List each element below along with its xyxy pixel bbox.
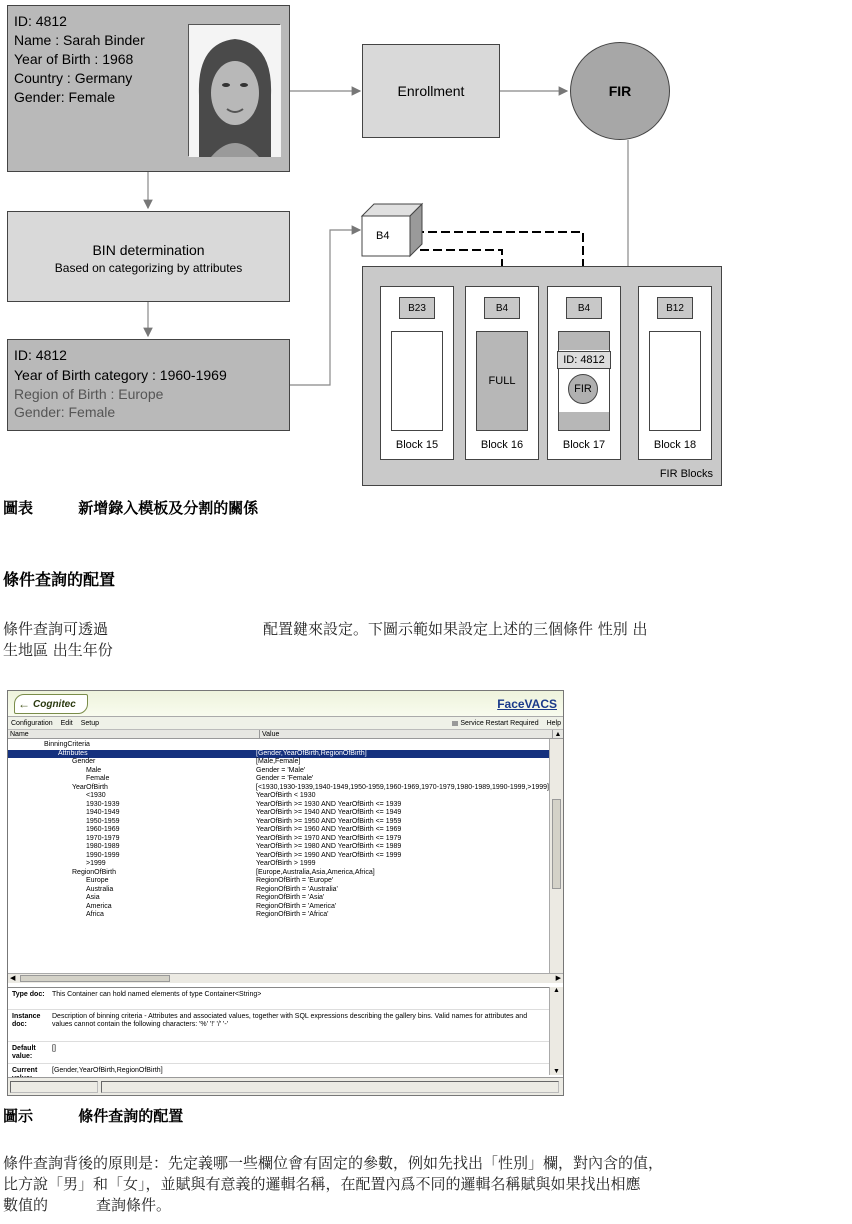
tree-node-value: YearOfBirth >= 1990 AND YearOfBirth <= 1999 bbox=[256, 851, 402, 859]
tree-node-value: RegionOfBirth = 'America' bbox=[256, 902, 337, 910]
tree-node-value: YearOfBirth >= 1980 AND YearOfBirth <= 1989 bbox=[256, 843, 402, 850]
menu-bar bbox=[8, 717, 563, 730]
figure-caption-2 bbox=[3, 1105, 183, 1126]
tree-node-value: RegionOfBirth = 'Europe' bbox=[256, 877, 334, 884]
tree-node-name bbox=[8, 775, 256, 784]
tree-node-label: 1930-1939 bbox=[86, 800, 120, 808]
tree-node-name bbox=[8, 843, 256, 852]
tree-row[interactable] bbox=[8, 826, 549, 835]
tree-node-name bbox=[8, 758, 256, 767]
tree-node-label: America bbox=[86, 902, 112, 910]
tree-node-label: 1960-1969 bbox=[86, 826, 120, 833]
tree-row[interactable] bbox=[8, 886, 549, 895]
para2-line1: 條件查詢背後的原則是：先定義哪一些欄位會有固定的參數，例如先找出「性別」欄，對內含的值， bbox=[3, 1154, 664, 1172]
tree-row[interactable] bbox=[8, 835, 549, 844]
doc-label: Type doc: bbox=[12, 991, 45, 998]
section-heading: 條件查詢的配置 bbox=[3, 570, 116, 589]
tree-row[interactable] bbox=[8, 818, 549, 827]
tree-node-name bbox=[8, 869, 256, 878]
tree-node-name bbox=[8, 886, 256, 895]
para1-line1b: 配置鍵來設定。下圖示範如果設定上述的三個條件 性別 出 bbox=[263, 620, 648, 638]
caption-text: 新增錄入模板及分割的關係 bbox=[78, 499, 259, 517]
tree-node-value bbox=[256, 741, 549, 750]
fir-mini-label: FIR bbox=[574, 383, 592, 395]
menu-configuration[interactable]: Configuration bbox=[11, 719, 53, 727]
tree-node-label: Asia bbox=[86, 894, 100, 901]
status-pane-1 bbox=[10, 1081, 98, 1093]
app-window bbox=[7, 690, 564, 1096]
tree-node-value: YearOfBirth < 1930 bbox=[256, 792, 316, 799]
tree-node-label: >1999 bbox=[86, 860, 106, 867]
caption-prefix: 圖示 bbox=[3, 1107, 34, 1125]
status-bar bbox=[8, 1077, 563, 1095]
block-entry-id: ID: 4812 bbox=[557, 351, 611, 369]
tree-node-name bbox=[8, 911, 256, 920]
bin-subtitle: Based on categorizing by attributes bbox=[54, 261, 243, 275]
doc-panel bbox=[8, 987, 549, 1075]
tree-node-value: Gender = 'Male' bbox=[256, 766, 306, 774]
scroll-left-arrow-icon[interactable]: ◀ bbox=[10, 975, 16, 982]
para1-line2: 生地區 出生年份 bbox=[3, 641, 113, 659]
tree-node-label: Gender bbox=[72, 758, 96, 765]
fir-label: FIR bbox=[608, 83, 632, 99]
brand-name: Cognitec bbox=[33, 699, 76, 710]
tree-node-label: 1940-1949 bbox=[86, 809, 120, 816]
person-name: Name : Sarah Binder bbox=[14, 32, 145, 48]
tree-node-name bbox=[8, 818, 256, 827]
block-16 bbox=[465, 286, 539, 460]
block-label: Block 18 bbox=[653, 439, 697, 451]
tree-node-name bbox=[8, 801, 256, 810]
tree-node-value: YearOfBirth >= 1930 AND YearOfBirth <= 1939 bbox=[256, 800, 402, 808]
enrollment-diagram bbox=[0, 0, 852, 490]
tree-node-name bbox=[8, 741, 256, 750]
service-restart-status: Service Restart Required bbox=[460, 719, 539, 727]
tree-row[interactable] bbox=[8, 869, 549, 878]
person-gender: Gender: Female bbox=[14, 89, 116, 105]
tree-row[interactable] bbox=[8, 843, 549, 852]
doc-label: Instance doc: bbox=[12, 1013, 41, 1028]
tree-row[interactable] bbox=[8, 750, 549, 759]
tree-rows bbox=[8, 741, 549, 920]
para2-line3a: 數值的 bbox=[3, 1196, 49, 1214]
block-label: Block 15 bbox=[395, 439, 439, 451]
block-18 bbox=[638, 286, 712, 460]
doc-rows bbox=[8, 988, 549, 1086]
category-yob: Year of Birth category : 1960-1969 bbox=[14, 367, 227, 383]
status-pane-2 bbox=[101, 1081, 559, 1093]
tree-node-label: BinningCriteria bbox=[44, 741, 90, 748]
status-indicator-icon bbox=[452, 721, 458, 726]
tree-node-value: RegionOfBirth = 'Asia' bbox=[256, 894, 325, 901]
tree-node-label: <1930 bbox=[86, 792, 106, 799]
tree-row[interactable] bbox=[8, 852, 549, 861]
tree-horizontal-scrollbar[interactable] bbox=[8, 973, 563, 983]
column-header bbox=[8, 730, 563, 739]
menu-edit[interactable]: Edit bbox=[60, 719, 73, 727]
doc-row bbox=[8, 988, 549, 1010]
menu-setup[interactable]: Setup bbox=[80, 719, 99, 727]
doc-label: Current bbox=[12, 1067, 38, 1074]
block-slot bbox=[391, 331, 443, 431]
doc-text: [Gender,YearOfBirth,RegionOfBirth] bbox=[52, 1067, 163, 1074]
tree-row[interactable] bbox=[8, 775, 549, 784]
tree-node-name bbox=[8, 767, 256, 776]
tree-node-name bbox=[8, 835, 256, 844]
tree-node-label: 1990-1999 bbox=[86, 851, 120, 859]
tree-node-value: [<1930,1930-1939,1940-1949,1950-1959,1960-1969,1970-1979,1980-1989,1990-1999,>1999] bbox=[255, 783, 549, 791]
person-card bbox=[7, 5, 290, 172]
tree-row[interactable] bbox=[8, 767, 549, 776]
tree-node-value: [Europe,Australia,Asia,America,Africa] bbox=[256, 868, 375, 876]
product-name: FaceVACS bbox=[497, 697, 557, 711]
tree-node-name bbox=[8, 852, 256, 861]
tree-node-value: YearOfBirth >= 1960 AND YearOfBirth <= 1969 bbox=[256, 826, 402, 833]
tree-node-value: [Male,Female] bbox=[256, 758, 301, 765]
tree-node-label: 1970-1979 bbox=[86, 834, 120, 842]
scroll-up-arrow-icon[interactable]: ▲ bbox=[552, 730, 563, 738]
tree-node-name bbox=[8, 894, 256, 903]
menu-help[interactable]: Help bbox=[546, 719, 561, 727]
fir-mini-circle bbox=[568, 374, 598, 404]
tree-node-name bbox=[8, 826, 256, 835]
col-name-header[interactable]: Name bbox=[8, 730, 260, 738]
tree-row[interactable] bbox=[8, 911, 549, 920]
tree-row[interactable] bbox=[8, 758, 549, 767]
block-17 bbox=[547, 286, 621, 460]
paragraph-1 bbox=[3, 619, 843, 661]
tree-node-label: Male bbox=[86, 766, 102, 774]
tree-node-label: Attributes bbox=[58, 749, 88, 757]
tree-node-name bbox=[8, 877, 256, 886]
tree-node-value: YearOfBirth >= 1970 AND YearOfBirth <= 1979 bbox=[256, 834, 402, 842]
category-gender: Gender: Female bbox=[14, 404, 116, 420]
doc-scroll-down-icon[interactable]: ▼ bbox=[553, 1068, 560, 1075]
para2-line3b: 查詢條件。 bbox=[96, 1196, 172, 1214]
tree-row[interactable] bbox=[8, 894, 549, 903]
doc-label: Default value: bbox=[12, 1045, 36, 1060]
tree-node-label: Australia bbox=[86, 885, 114, 893]
app-header bbox=[8, 691, 563, 717]
tree-vertical-scrollbar[interactable] bbox=[549, 739, 563, 973]
caption-text: 條件查詢的配置 bbox=[78, 1107, 184, 1125]
block-cube: B4 bbox=[566, 297, 602, 319]
person-country: Country : Germany bbox=[14, 70, 133, 86]
doc-row bbox=[8, 1042, 549, 1064]
tree-row[interactable] bbox=[8, 860, 549, 869]
block-15 bbox=[380, 286, 454, 460]
bin-determination-box bbox=[7, 211, 290, 302]
tree-node-name bbox=[8, 750, 256, 759]
tree-node-label: 1950-1959 bbox=[86, 817, 120, 825]
category-region: Region of Birth : Europe bbox=[14, 386, 164, 402]
tree-node-value: RegionOfBirth = 'Africa' bbox=[256, 911, 329, 918]
tree-node-label: Europe bbox=[86, 877, 109, 884]
tree-node-label: Female bbox=[86, 775, 110, 782]
doc-text: [] bbox=[52, 1045, 56, 1052]
tree-row[interactable] bbox=[8, 903, 549, 912]
logo-arrow-icon: ← bbox=[18, 697, 30, 711]
tree-node-label: 1980-1989 bbox=[86, 843, 120, 850]
enrollment-box bbox=[362, 44, 500, 138]
cognitec-logo bbox=[14, 694, 88, 714]
tree-node-name bbox=[8, 903, 256, 912]
tree-row[interactable] bbox=[8, 809, 549, 818]
block-label: Block 16 bbox=[480, 439, 524, 451]
tree-row[interactable] bbox=[8, 784, 549, 793]
tree-node-label: Africa bbox=[86, 911, 104, 918]
tree-node-name bbox=[8, 784, 256, 793]
scrollbar-thumb[interactable] bbox=[552, 799, 561, 889]
block-cube: B12 bbox=[657, 297, 693, 319]
doc-text: This Container can hold named elements of type Container<String> bbox=[52, 991, 262, 998]
portrait-photo bbox=[188, 24, 280, 156]
category-card bbox=[7, 339, 290, 431]
person-id: ID: 4812 bbox=[14, 13, 67, 29]
category-id: ID: 4812 bbox=[14, 347, 67, 363]
doc-scroll-up-icon[interactable]: ▲ bbox=[553, 987, 560, 994]
block-cube: B23 bbox=[399, 297, 435, 319]
cube-shape bbox=[362, 204, 422, 256]
paragraph-2 bbox=[3, 1153, 849, 1216]
person-yob: Year of Birth : 1968 bbox=[14, 51, 134, 67]
hscroll-thumb[interactable] bbox=[20, 975, 170, 982]
tree-node-value: RegionOfBirth = 'Australia' bbox=[256, 885, 338, 893]
b4-cube-label: B4 bbox=[376, 230, 390, 242]
tree-row[interactable] bbox=[8, 792, 549, 801]
tree-node-value: YearOfBirth > 1999 bbox=[256, 860, 316, 867]
col-value-header[interactable]: Value bbox=[262, 731, 280, 738]
b4-cube bbox=[362, 204, 422, 256]
portrait-image bbox=[189, 25, 281, 157]
tree-node-label: RegionOfBirth bbox=[72, 868, 116, 876]
caption-prefix: 圖表 bbox=[3, 499, 34, 517]
block-slot bbox=[649, 331, 701, 431]
block-full-text: FULL bbox=[488, 375, 516, 387]
doc-row bbox=[8, 1010, 549, 1042]
fir-circle bbox=[570, 42, 670, 140]
block-cube: B4 bbox=[484, 297, 520, 319]
doc-scrollbar[interactable] bbox=[549, 987, 563, 1075]
config-tree bbox=[8, 741, 549, 973]
tree-node-label: YearOfBirth bbox=[72, 783, 108, 791]
para2-line2: 比方說「男」和「女」，並賦與有意義的邏輯名稱，在配置內爲不同的邏輯名稱賦與如果找出相應 bbox=[3, 1175, 641, 1193]
tree-row[interactable] bbox=[8, 741, 549, 750]
enrollment-label: Enrollment bbox=[397, 83, 465, 99]
tree-row[interactable] bbox=[8, 801, 549, 810]
doc-text: Description of binning criteria - Attributes and associated values, together with SQL expressions describing the gallery bins. Valid names for attributes and values cannot contain the following characters: '%' '!' '/' '-' bbox=[52, 1013, 528, 1028]
scroll-right-arrow-icon[interactable]: ▶ bbox=[555, 975, 561, 982]
tree-node-name bbox=[8, 860, 256, 869]
tree-node-value: [Gender,YearOfBirth,RegionOfBirth] bbox=[256, 749, 367, 757]
block-label: Block 17 bbox=[562, 439, 606, 451]
tree-node-value: YearOfBirth >= 1950 AND YearOfBirth <= 1959 bbox=[256, 817, 402, 825]
para1-line1a: 條件查詢可透過 bbox=[3, 620, 109, 638]
tree-node-value: YearOfBirth >= 1940 AND YearOfBirth <= 1949 bbox=[256, 809, 402, 816]
tree-node-name bbox=[8, 792, 256, 801]
tree-node-name bbox=[8, 809, 256, 818]
panel-label: FIR Blocks bbox=[659, 468, 713, 480]
tree-node-value: Gender = 'Female' bbox=[256, 775, 314, 782]
bin-title: BIN determination bbox=[92, 242, 205, 258]
block-slot-full bbox=[476, 331, 528, 431]
figure-caption-1 bbox=[3, 497, 258, 518]
tree-row[interactable] bbox=[8, 877, 549, 886]
